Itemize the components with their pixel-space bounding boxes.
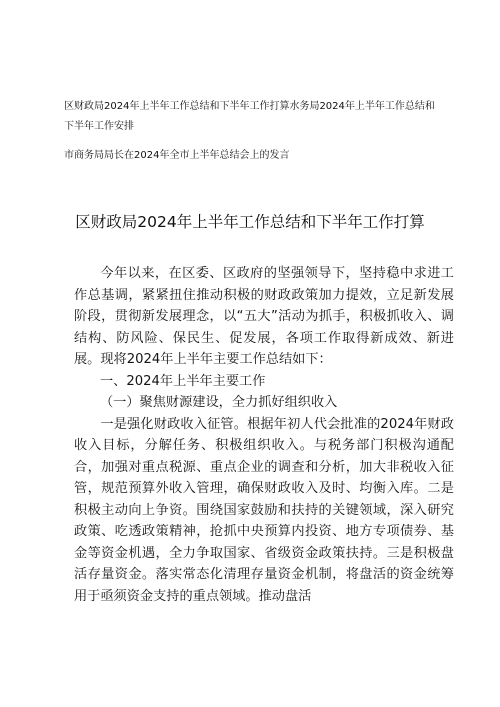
body-paragraph: 一是强化财政收入征管。根据年初人代会批准的2024年财政收入目标，分解任务、积极组织收入。与税务部门积极沟通配合，加强对重点税源、重点企业的调查和分析，加大非税收入征管，规范预算外收入管理，确保财政收入及时、均衡入库。二是积极主动向上争资。围绕国家鼓励和扶持的关键领域，深入研究政策、吃透政策精神，抢抓中央预算内投资、地方专项债券、基金等资金机遇，全力争取国家、省级资金政策扶持。三是积极盘活存量资金。落实常态化清理存量资金机制，将盘活的资金统筹用于亟须资金支持的重点领域。推动盘活 [74,416,454,604]
related-link-2[interactable]: 市商务局局长在2024年全市上半年总结会上的发言 [64,150,290,161]
subsection-heading: （一）聚焦财源建设，全力抓好组织收入 [100,395,338,410]
document-title: 区财政局2024年上半年工作总结和下半年工作打算 [75,213,425,231]
intro-paragraph: 今年以来，在区委、区政府的坚强领导下，坚持稳中求进工作总基调，紧紧扭住推动积极的财政政策加力提效，立足新发展阶段，贯彻新发展理念，以“五大”活动为抓手，积极抓收入、调结构、防风险、保民生、促发展，各项工作取得新成效、新进展。现将2024年上半年主要工作总结如下： [74,266,454,367]
section-heading: 一、2024年上半年主要工作 [100,373,266,389]
related-link-1[interactable]: 区财政局2024年上半年工作总结和下半年工作打算水务局2024年上半年工作总结和下半年工作安排 [64,101,435,132]
document-body [74,263,454,607]
